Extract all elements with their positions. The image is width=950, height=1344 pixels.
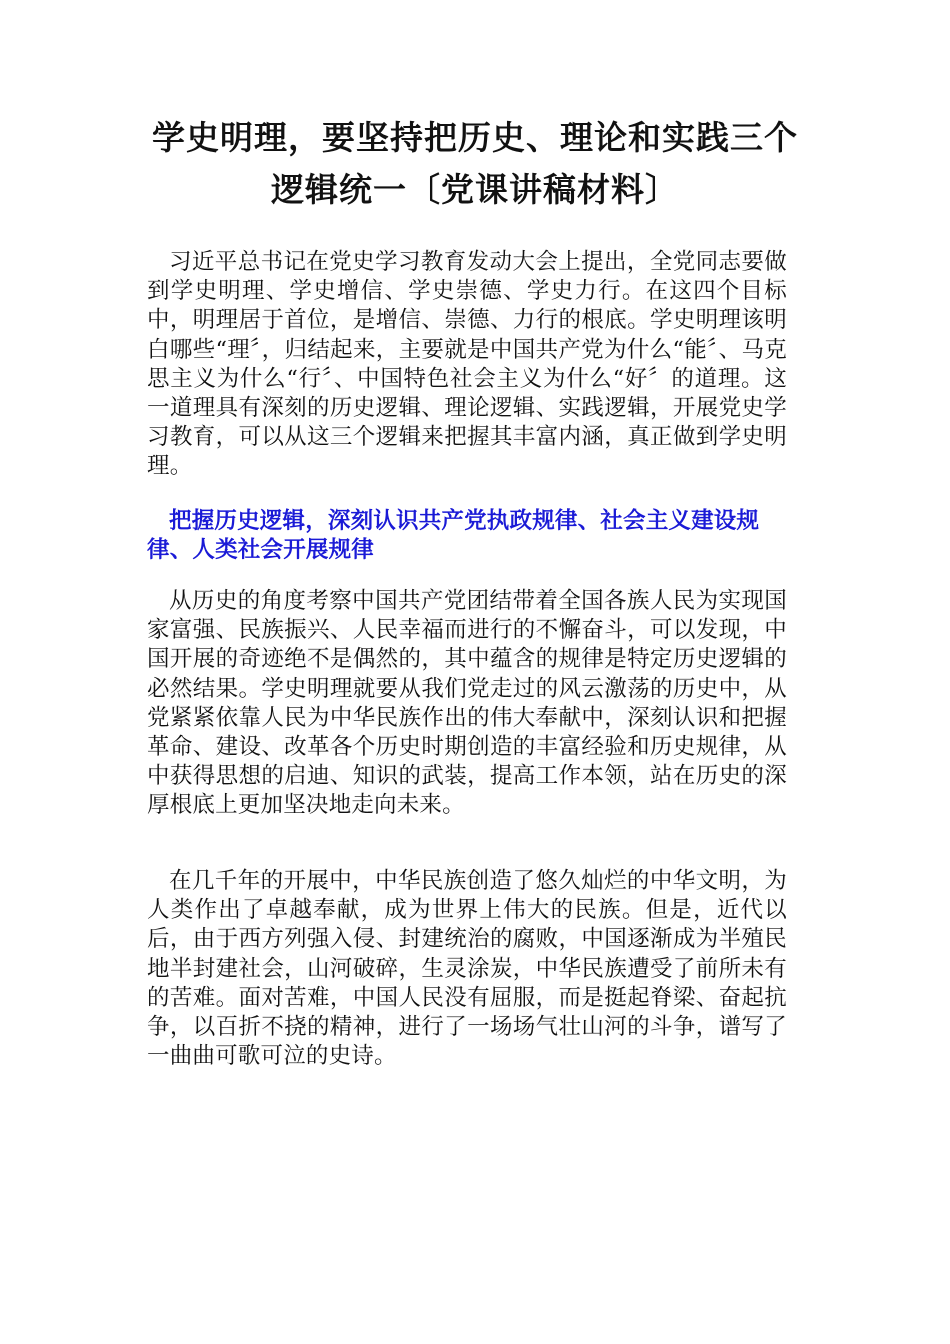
body-paragraph-1: 从历史的角度考察中国共产党团结带着全国各族人民为实现国家富强、民族振兴、人民幸福而进行的不懈奋斗，可以发现，中国开展的奇迹绝不是偶然的，其中蕴含的规律是特定历史逻辑的必然结果。学史明理就要从我们党走过的风云激荡的历史中，从党紧紧依靠人民为中华民族作出的伟大奉献中，深刻认识和把握革命、建设、改革各个历史时期创造的丰富经验和历史规律，从中获得思想的启迪、知识的武装，提高工作本领，站在历史的深厚根底上更加坚决地走向未来。 bbox=[147, 588, 787, 819]
body-paragraph-2: 在几千年的开展中，中华民族创造了悠久灿烂的中华文明，为人类作出了卓越奉献，成为世界上伟大的民族。但是，近代以后，由于西方列强入侵、封建统治的腐败，中国逐渐成为半殖民地半封建社会，山河破碎，生灵涂炭，中华民族遭受了前所未有的苦难。面对苦难，中国人民没有屈服，而是挺起脊梁、奋起抗争，以百折不挠的精神，进行了一场场气壮山河的斗争，谱写了一曲曲可歌可泣的史诗。 bbox=[147, 868, 787, 1070]
section-heading: 把握历史逻辑，深刻认识共产党执政规律、社会主义建设规律、人类社会开展规律 bbox=[147, 508, 760, 563]
intro-paragraph: 习近平总书记在党史学习教育发动大会上提出，全党同志要做到学史明理、学史增信、学史崇德、学史力行。在这四个目标中，明理居于首位，是增信、崇德、力行的根底。学史明理该明白哪些“理〞，归结起来，主要就是中国共产党为什么“能〞、马克思主义为什么“行〞、中国特色社会主义为什么“好〞的道理。这一道理具有深刻的历史逻辑、理论逻辑、实践逻辑，开展党史学习教育，可以从这三个逻辑来把握其丰富内涵，真正做到学史明理。 bbox=[147, 249, 787, 480]
document-title: 学史明理，要坚持把历史、理论和实践三个逻辑统一〔党课讲稿材料〕 bbox=[152, 118, 798, 209]
